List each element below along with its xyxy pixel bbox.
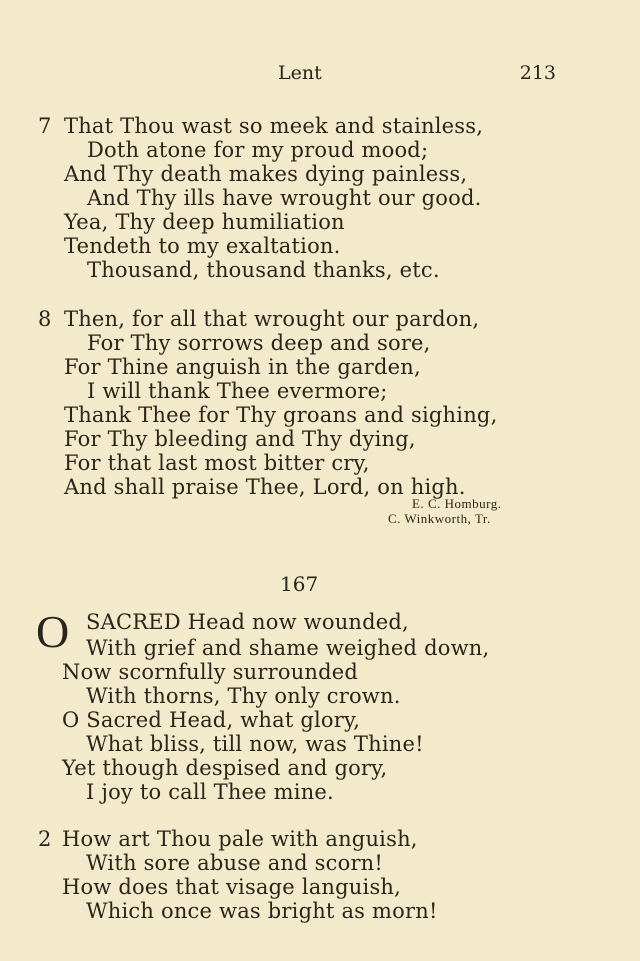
- verse-line: With thorns, Thy only crown.: [86, 684, 401, 708]
- verse-line: That Thou wast so meek and stainless,: [64, 114, 484, 138]
- verse-line: I will thank Thee evermore;: [87, 379, 388, 403]
- verse-line: For Thy sorrows deep and sore,: [87, 331, 431, 355]
- verse-line: How art Thou pale with anguish,: [62, 827, 418, 851]
- stanza-number: 2: [38, 827, 52, 851]
- section-title: Lent: [278, 62, 322, 84]
- verse-line: Yea, Thy deep humiliation: [64, 210, 345, 234]
- verse-line: And Thy death makes dying painless,: [64, 162, 468, 186]
- verse-line: Thousand, thousand thanks, etc.: [87, 258, 440, 282]
- verse-line: And Thy ills have wrought our good.: [87, 186, 482, 210]
- verse-line: Thank Thee for Thy groans and sighing,: [64, 403, 498, 427]
- stanza-number: 7: [38, 114, 52, 138]
- verse-line: O Sacred Head, what glory,: [62, 708, 361, 732]
- verse-line: For Thy bleeding and Thy dying,: [64, 427, 416, 451]
- verse-line: Then, for all that wrought our pardon,: [64, 307, 480, 331]
- verse-line: How does that visage languish,: [62, 875, 402, 899]
- hymn-number: 167: [280, 572, 319, 596]
- running-header: [0, 62, 640, 90]
- verse-line: And shall praise Thee, Lord, on high.: [64, 475, 466, 499]
- verse-line: With sore abuse and scorn!: [86, 851, 384, 875]
- drop-cap: O: [36, 606, 70, 657]
- stanza-number: 8: [38, 307, 52, 331]
- translator-credit: C. Winkworth, Tr.: [388, 511, 491, 526]
- verse-line: For Thine anguish in the garden,: [64, 355, 421, 379]
- verse-line: SACRED Head now wounded,: [86, 610, 409, 634]
- verse-line: What bliss, till now, was Thine!: [86, 732, 424, 756]
- page-number: 213: [519, 62, 556, 84]
- verse-line: I joy to call Thee mine.: [86, 780, 334, 804]
- verse-line: With grief and shame weighed down,: [86, 636, 490, 660]
- verse-line: Yet though despised and gory,: [62, 756, 388, 780]
- verse-line: Doth atone for my proud mood;: [87, 138, 429, 162]
- author-credit: E. C. Homburg.: [412, 496, 502, 511]
- verse-line: For that last most bitter cry,: [64, 451, 370, 475]
- verse-line: Which once was bright as morn!: [86, 899, 438, 923]
- verse-line: Tendeth to my exaltation.: [64, 234, 341, 258]
- verse-line: Now scornfully surrounded: [62, 660, 359, 684]
